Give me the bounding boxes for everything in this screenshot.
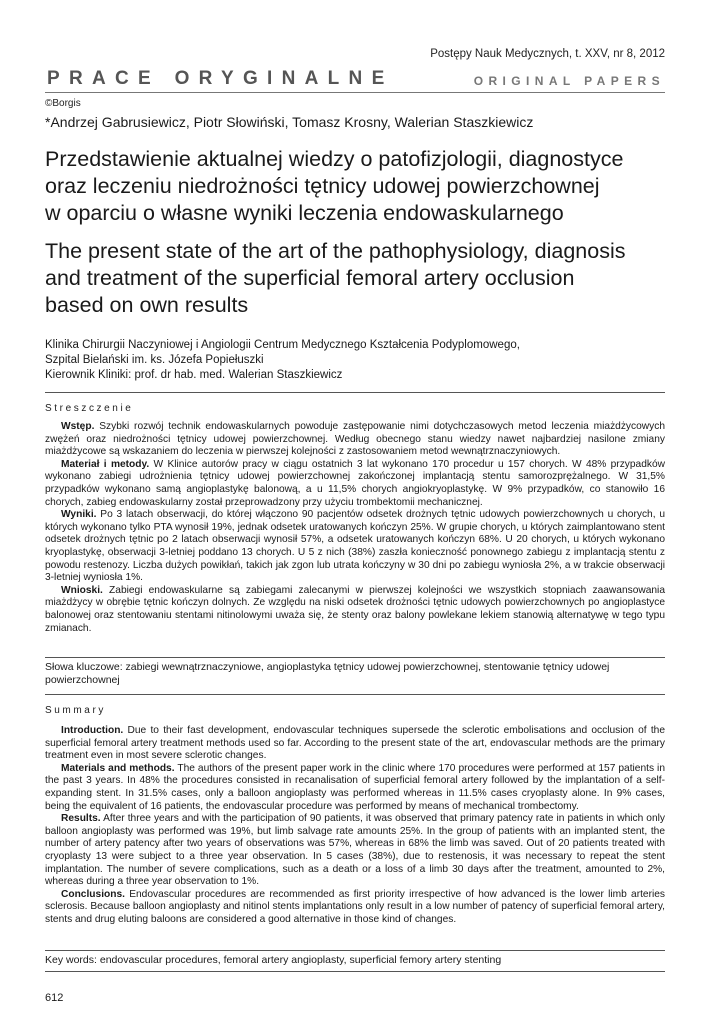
author-list: *Andrzej Gabrusiewicz, Piotr Słowiński, Tomasz Krosny, Walerian Staszkiewicz <box>45 114 534 130</box>
abstract-paragraph <box>45 763 665 813</box>
affiliation-line: Szpital Bielański im. ks. Józefa Popiełuszki <box>45 354 264 366</box>
summary-heading: Summary <box>45 705 106 716</box>
abstract-paragraph <box>45 889 665 927</box>
paragraph-label: Materiał i metody. <box>61 458 150 470</box>
paragraph-text: Endovascular procedures are recommended as first priority irrespective of how advanced is the lower limb arteries sclerosis. Because balloon angioplasty and nitinol stents implantations only result in a low number of patency of superficial femoral artery, stents and drug eluting baloons are considered a good alternative in those kind of changes. <box>45 888 665 925</box>
section-banner <box>45 68 665 93</box>
abstract-paragraph <box>45 421 665 459</box>
title-en-line: based on own results <box>45 293 249 317</box>
paragraph-text: Po 3 latach obserwacji, do której włączono 90 pacjentów odsetek drożnych tętnic udowych powierzchownych u chorych, u których wykonano tylko PTA wynosił 19%, jednak odsetek uratowanych kończyn 25%. W grupie chorych, u których zaimplantowano stent odsetek drożnych tętnic po 2 latach obserwacji wynosił 57%, a odsetek uratowanych kończyn 68%. U 20 chorych, u których wykonano kryoplastykę, obserwacji 3-letniej poddano 13 chorych. U 5 z nich (38%) zaszła konieczność ponownego zabiegu z implantacją stentu z powodu restenozy. Liczba dużych powikłań, takich jak zgon lub utrata kończyny w 30 dni po zabiegu wyniosła 2%, a w trakcie obserwacji 3-letniej wyniosła 1%. <box>45 509 665 584</box>
title-pl-line: Przedstawienie aktualnej wiedzy o patofizjologii, diagnostyce <box>45 147 624 171</box>
abstract-paragraph <box>45 509 665 585</box>
paragraph-text: Szybki rozwój technik endowaskularnych powoduje zastępowanie nimi dotychczasowych metod leczenia miażdżycowych zwężeń oraz niedrożności tętnicy udowej powierzchownej. Według obecnego stanu wiedzy nawet najbardziej nasilone zmiany miażdżycowe są wskazaniem do leczenia w pierwszej kolejności z zastosowaniem metod wewnątrznaczyniowych. <box>45 421 665 458</box>
abstract-english <box>45 725 665 927</box>
keywords-polish: Słowa kluczowe: zabiegi wewnątrznaczyniowe, angioplastyka tętnicy udowej powierzchownej, stentowanie tętnicy udowej powierzchownej <box>45 661 610 686</box>
paragraph-label: Results. <box>61 813 101 825</box>
title-english <box>45 238 685 319</box>
title-pl-line: w oparciu o własne wyniki leczenia endowaskularnego <box>45 201 564 225</box>
page-number: 612 <box>45 992 64 1004</box>
paragraph-label: Materials and methods. <box>61 762 175 774</box>
paragraph-label: Wnioski. <box>61 584 103 596</box>
section-label-en: ORIGINAL PAPERS <box>473 74 665 88</box>
abstract-paragraph <box>45 585 665 635</box>
divider <box>45 971 665 972</box>
paragraph-label: Introduction. <box>61 725 124 736</box>
journal-citation: Postępy Nauk Medycznych, t. XXV, nr 8, 2012 <box>430 48 665 60</box>
divider <box>45 392 665 393</box>
affiliation <box>45 338 520 383</box>
abstract-polish <box>45 421 665 635</box>
divider <box>45 950 665 951</box>
affiliation-line: Kierownik Kliniki: prof. dr hab. med. Walerian Staszkiewicz <box>45 369 343 381</box>
abstract-paragraph <box>45 459 665 509</box>
publisher-mark: ©Borgis <box>45 98 81 109</box>
abstract-paragraph <box>45 725 665 763</box>
divider <box>45 694 665 695</box>
title-en-line: The present state of the art of the pathophysiology, diagnosis <box>45 239 626 263</box>
title-pl-line: oraz leczeniu niedrożności tętnicy udowej powierzchownej <box>45 174 600 198</box>
keywords-english: Key words: endovascular procedures, femoral artery angioplasty, superficial femory artery stenting <box>45 954 502 966</box>
abstract-paragraph <box>45 813 665 889</box>
divider <box>45 657 665 658</box>
streszczenie-heading: Streszczenie <box>45 403 134 414</box>
title-en-line: and treatment of the superficial femoral artery occlusion <box>45 266 575 290</box>
paragraph-text: Due to their fast development, endovascular techniques supersede the sclerotic embolisations and occlusion of the superficial femoral artery treatment methods used so far. According to the present state of the art, endovascular methods are the primary treatment even in most severe sclerotic changes. <box>45 725 665 762</box>
paragraph-label: Conclusions. <box>61 888 125 900</box>
paragraph-text: The authors of the present paper work in the clinic where 170 procedures were performed at 157 patients in the past 3 years. In 48% the procedures consisted in recanalisation of superficial femoral artery followed by the implantation of a self- expanding stent. In 31.5% cases, only a balloon angioplasty was performed whereas in 11.5% cases cryoplasty alone. In 9% cases, being the equivalent of 16 patients, the endovascular procedure was performed by means of mechanical trombectomy. <box>45 762 665 812</box>
section-label-pl: PRACE ORYGINALNE <box>47 68 394 89</box>
title-polish <box>45 146 685 227</box>
paragraph-label: Wyniki. <box>61 509 97 521</box>
paragraph-text: W Klinice autorów pracy w ciągu ostatnich 3 lat wykonano 170 procedur u 157 chorych. W 48% przypadków wykonano zabiegi udrożnienia tętnicy udowej powierzchownej zakończonej implantacją stentu samorozprężalnego. W 31,5% przypadków wykonano samą angioplastykę balonową, a u 11,5% chorych angiokryoplastykę. W 9% przypadków, co stanowiło 16 chorych, zabieg endowaskularny został przeprowadzony przy użyciu trombektomii mechanicznej. <box>45 458 666 508</box>
paragraph-text: Zabiegi endowaskularne są zabiegami zalecanymi w pierwszej kolejności we wszystkich stopniach zaawansowania miażdżycy w obrębie tętnic kończyn dolnych. Ze względu na niski odsetek drożności tętnic udowych powierzchownych po angioplastyce balonowej oraz stentowaniu stentami nitinolowymi uważa się, że stenty oraz balony powlekane lekiem stanowią alternatywę w tego typu zmianach. <box>45 584 665 634</box>
affiliation-line: Klinika Chirurgii Naczyniowej i Angiologii Centrum Medycznego Kształcenia Podyplomowego, <box>45 339 520 351</box>
paragraph-label: Wstęp. <box>61 421 95 432</box>
paragraph-text: After three years and with the participation of 90 patients, it was observed that primary patency rate in patients in which only balloon angioplasty was performed was 19%, but limb salvage rate amounts 25%. In the group of patients with an implanted stent, the number of artery patency after two years of observations was 57%, whereas in 68% the limb was saved. Out of 20 patients treated with cryoplasty 13 were subject to a three year observation. In 5 cases (38%), due to restenosis, it was necessary to repeat the stent implantation. The number of severe complications, such as a death or a loss of a limb 30 days after the treatment, amounted to 2%, whereas during a three year observation to 1%. <box>45 813 665 888</box>
